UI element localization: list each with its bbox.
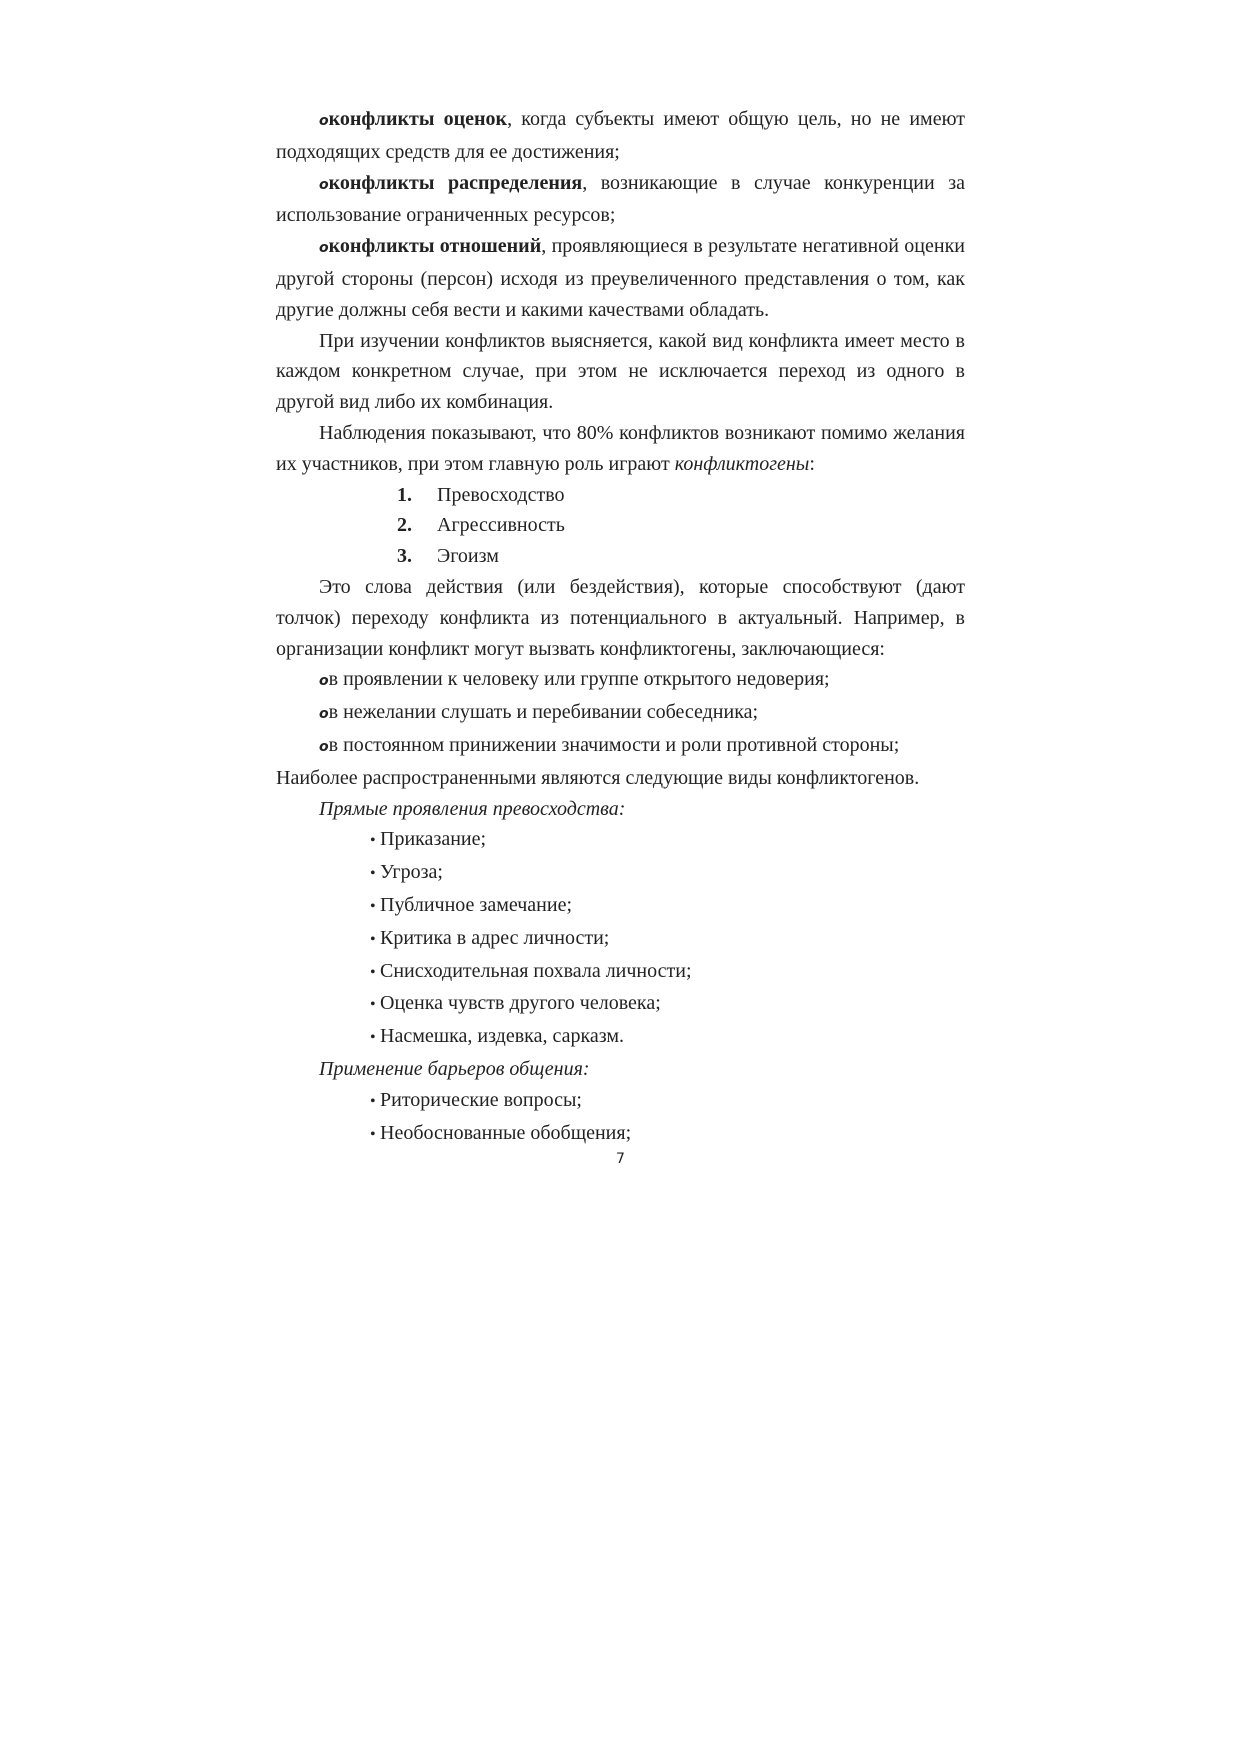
direct-superiority-heading bbox=[276, 794, 965, 825]
bullet-icon: • bbox=[370, 865, 376, 883]
study-paragraph: При изучении конфликтов выясняется, какой вид конфликта имеет место в каждом конкретном случае, при этом не исключается переход из одного в другой вид либо их комбинация. bbox=[276, 329, 965, 414]
circle-bullet-icon: o bbox=[319, 706, 329, 723]
bullet-icon: • bbox=[370, 1125, 376, 1143]
list-item-text: Необоснованные обобщения; bbox=[380, 1121, 632, 1144]
list-item-text: Критика в адрес личности; bbox=[380, 926, 610, 949]
list-item bbox=[276, 923, 965, 956]
heading-italic: Прямые проявления превосходства: bbox=[319, 797, 626, 820]
list-item bbox=[276, 857, 965, 890]
list-item-text: Приказание; bbox=[380, 828, 487, 851]
org-item-text: в нежелании слушать и перебивании собеседника; bbox=[328, 701, 759, 724]
document-page bbox=[276, 104, 965, 1150]
bullet-icon: • bbox=[370, 1029, 376, 1047]
org-item bbox=[276, 664, 965, 697]
list-item-text: Оценка чувств другого человека; bbox=[380, 992, 661, 1015]
bullet-icon: • bbox=[370, 897, 376, 915]
paragraph-text: , проявляющиеся в результате негативной оценки другой стороны (персон) исходя из преувеличенного представления о том, как другие должны себя вести и какими качествами обладать. bbox=[276, 235, 966, 321]
direct-superiority-list bbox=[276, 824, 965, 1054]
list-item bbox=[276, 824, 965, 857]
list-item-label: Эгоизм bbox=[437, 545, 499, 568]
conflict-distribution-paragraph bbox=[276, 168, 965, 232]
communication-barriers-heading bbox=[276, 1054, 965, 1085]
conflict-evaluation-paragraph bbox=[276, 104, 965, 168]
org-item-text: в постоянном принижении значимости и роли противной стороны; bbox=[328, 733, 900, 756]
heading-italic: Применение барьеров общения: bbox=[319, 1057, 590, 1080]
org-item bbox=[276, 730, 965, 763]
term-bold: конфликты оценок bbox=[328, 108, 508, 130]
circle-bullet-icon: o bbox=[319, 113, 329, 129]
list-item bbox=[276, 956, 965, 989]
list-item-text: Риторические вопросы; bbox=[380, 1088, 582, 1111]
list-number: 1. bbox=[397, 483, 412, 506]
list-item bbox=[276, 480, 965, 511]
list-number: 2. bbox=[397, 514, 412, 537]
list-item-text: Публичное замечание; bbox=[380, 893, 573, 916]
paragraph-tail: : bbox=[809, 452, 815, 475]
term-bold: конфликты отношений bbox=[328, 235, 542, 258]
list-number: 3. bbox=[397, 545, 412, 568]
term-bold: конфликты распределения bbox=[328, 171, 583, 194]
term-italic: конфликтогены bbox=[674, 452, 810, 475]
paragraph-text: Наблюдения показывают, что 80% конфликтов возникают помимо желания их участников, при этом главную роль играют bbox=[276, 421, 965, 475]
list-item-text: Снисходительная похвала личности; bbox=[380, 959, 692, 982]
list-item-label: Агрессивность bbox=[437, 514, 565, 537]
bullet-icon: • bbox=[370, 832, 376, 850]
list-item-text: Насмешка, издевка, сарказм. bbox=[380, 1025, 625, 1048]
page-number: 7 bbox=[616, 1151, 625, 1167]
circle-bullet-icon: o bbox=[319, 738, 329, 755]
bullet-icon: • bbox=[370, 963, 376, 981]
conflictogen-numbered-list bbox=[276, 480, 965, 572]
paragraph-text: , возникающие в случае конкуренции за использование ограниченных ресурсов; bbox=[276, 171, 965, 227]
list-item-label: Превосходство bbox=[437, 483, 565, 506]
circle-bullet-icon: o bbox=[319, 176, 329, 193]
list-item bbox=[276, 890, 965, 923]
list-item bbox=[276, 541, 965, 572]
observation-paragraph bbox=[276, 418, 965, 480]
list-item bbox=[276, 1085, 965, 1118]
list-item bbox=[276, 510, 965, 541]
bullet-icon: • bbox=[370, 930, 376, 948]
circle-bullet-icon: o bbox=[319, 673, 329, 690]
org-item-text: в проявлении к человеку или группе открытого недоверия; bbox=[328, 668, 830, 691]
list-item bbox=[276, 1021, 965, 1054]
org-item bbox=[276, 697, 965, 730]
list-item-text: Угроза; bbox=[380, 861, 443, 884]
common-types-paragraph: Наиболее распространенными являются следующие виды конфликтогенов. bbox=[276, 766, 920, 789]
circle-bullet-icon: o bbox=[319, 240, 329, 257]
communication-barriers-list bbox=[276, 1085, 965, 1151]
bullet-icon: • bbox=[370, 996, 376, 1014]
list-item bbox=[276, 988, 965, 1021]
paragraph-text: , когда субъекты имеют общую цель, но не имеют подходящих средств для ее достижения; bbox=[276, 108, 965, 163]
conflict-relations-paragraph bbox=[276, 231, 965, 325]
bullet-icon: • bbox=[370, 1092, 376, 1110]
list-item bbox=[276, 1118, 965, 1151]
words-paragraph: Это слова действия (или бездействия), которые способствуют (дают толчок) переходу конфликта из потенциального в актуальный. Например, в организации конфликт могут вызвать конфликтогены, заключающиеся: bbox=[276, 575, 965, 660]
